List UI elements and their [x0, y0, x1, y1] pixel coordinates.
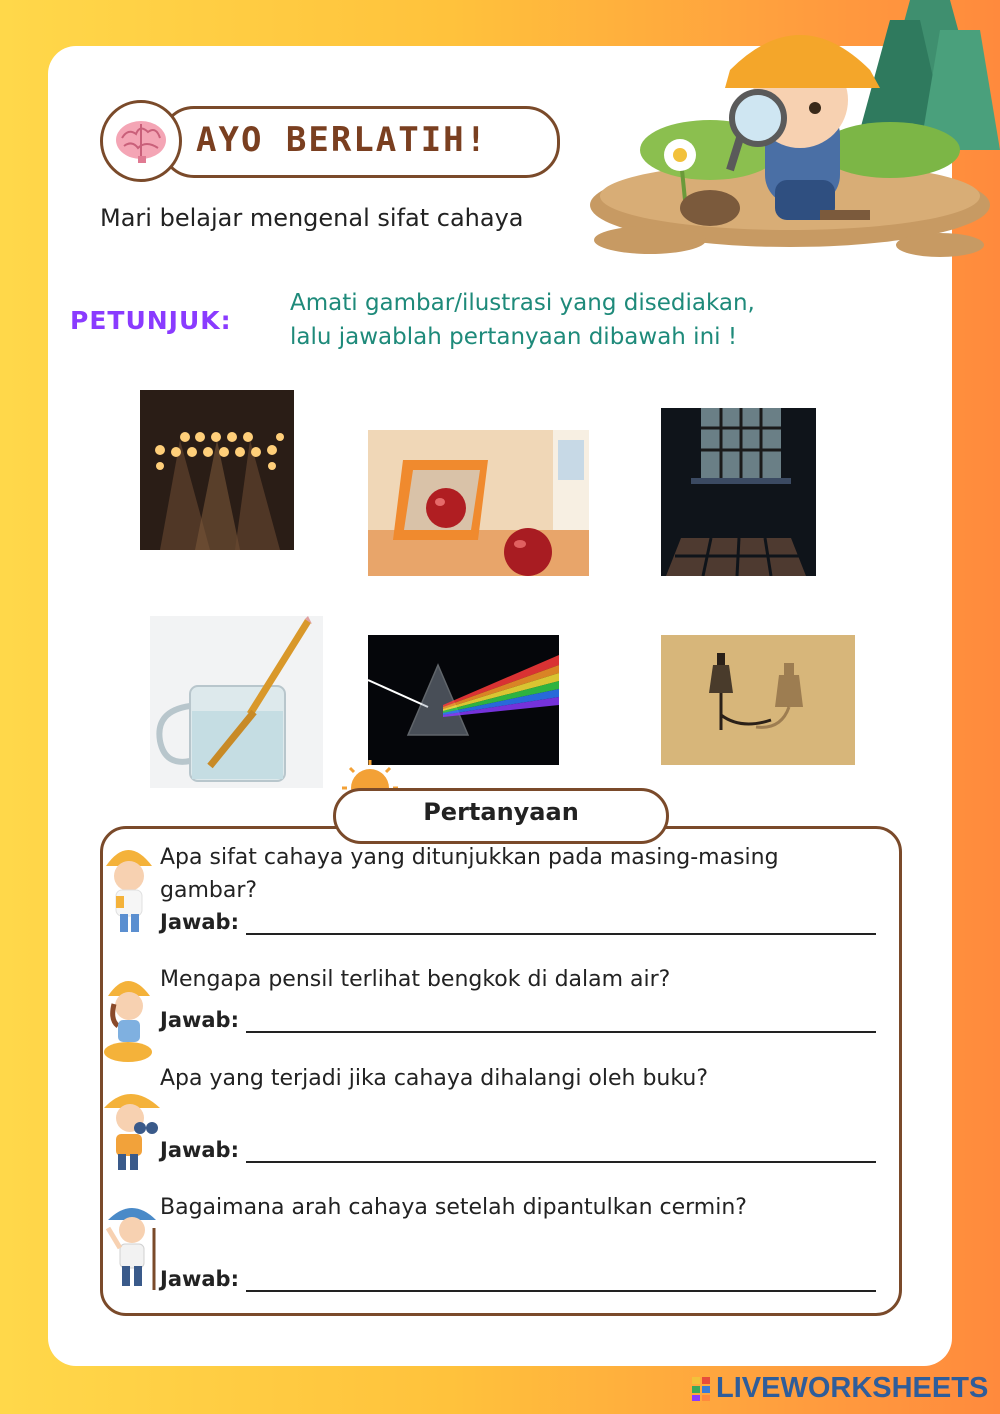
mirror-apple-image	[368, 430, 589, 576]
instructions-text	[290, 286, 755, 354]
kid-explorer-icon	[100, 838, 156, 938]
page-title: AYO BERLATIH!	[196, 120, 489, 160]
answer-input-4[interactable]	[246, 1260, 876, 1292]
question-1	[160, 841, 860, 907]
questions-title: Pertanyaan	[423, 798, 579, 826]
answer-input-2[interactable]	[246, 1001, 876, 1033]
kid-hiker-icon	[100, 1198, 164, 1294]
question-2: Mengapa pensil terlihat bengkok di dalam air?	[160, 967, 671, 992]
instructions-line-1: Amati gambar/ilustrasi yang disediakan,	[290, 290, 755, 316]
question-1-line-1: Apa sifat cahaya yang ditunjukkan pada masing-masing	[160, 845, 779, 870]
light-rays-image	[140, 390, 294, 550]
kid-binoculars-icon	[100, 1084, 164, 1174]
footer-brand-text: LIVEWORKSHEETS	[716, 1372, 989, 1404]
page-subtitle: Mari belajar mengenal sifat cahaya	[100, 204, 524, 232]
answer-label-4: Jawab:	[160, 1267, 239, 1291]
brain-icon	[100, 100, 182, 182]
instructions-line-2: lalu jawablah pertanyaan dibawah ini !	[290, 324, 738, 350]
liveworksheets-logo-icon	[692, 1377, 710, 1401]
question-3: Apa yang terjadi jika cahaya dihalangi oleh buku?	[160, 1066, 709, 1091]
prism-image	[368, 635, 559, 765]
explorer-illustration	[560, 0, 1000, 265]
answer-label-2: Jawab:	[160, 1008, 239, 1032]
question-1-line-2: gambar?	[160, 878, 258, 903]
window-shadow-image	[661, 408, 816, 576]
answer-label-3: Jawab:	[160, 1138, 239, 1162]
footer-brand	[692, 1372, 988, 1405]
pencil-glass-image	[150, 616, 323, 788]
lamp-shadow-image	[661, 635, 855, 765]
question-4: Bagaimana arah cahaya setelah dipantulkan cermin?	[160, 1195, 747, 1220]
answer-label-1: Jawab:	[160, 910, 239, 934]
answer-input-1[interactable]	[246, 903, 876, 935]
answer-input-3[interactable]	[246, 1131, 876, 1163]
kid-girl-icon	[100, 968, 156, 1064]
instructions-label: PETUNJUK:	[70, 306, 232, 335]
